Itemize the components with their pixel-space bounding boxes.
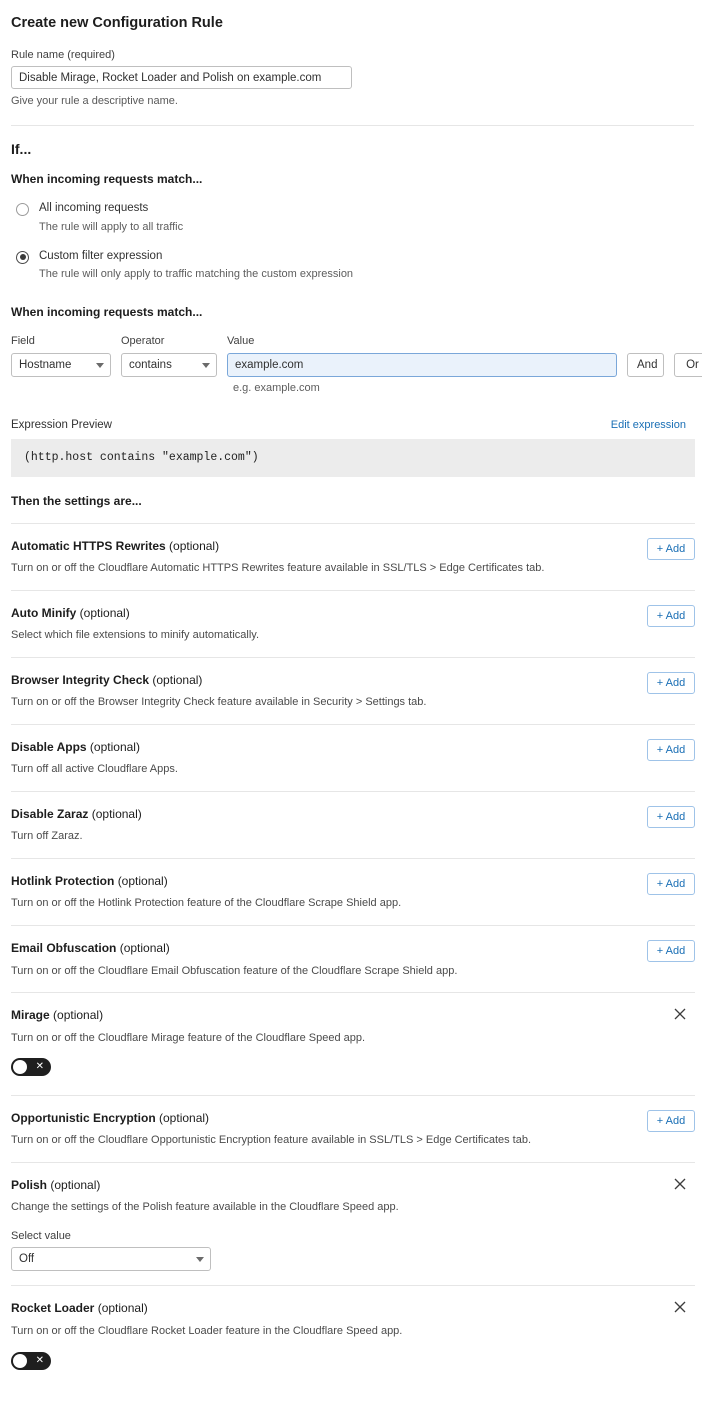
field-label: Field: [11, 335, 35, 348]
setting-name: Browser Integrity Check: [11, 673, 150, 688]
add-button[interactable]: + Add: [647, 739, 695, 761]
setting-opportunistic-encryption: [11, 1095, 695, 1148]
setting-description: Turn on or off the Cloudflare Opportunistic Encryption feature available in SSL/TLS > Edge Certificates tab.: [11, 1133, 532, 1146]
field-column: [11, 334, 111, 377]
value-input[interactable]: [227, 353, 617, 377]
value-column: [227, 334, 617, 377]
setting-automatic-https-rewrites: [11, 523, 695, 576]
radio-label: All incoming requests: [39, 202, 149, 215]
value-label: Value: [227, 335, 255, 348]
operator-select[interactable]: [121, 353, 217, 377]
radio-label: Custom filter expression: [39, 249, 163, 262]
value-helper-text: e.g. example.com: [233, 382, 320, 395]
setting-name: Opportunistic Encryption: [11, 1110, 156, 1125]
if-section-subheading: When incoming requests match...: [11, 172, 203, 187]
setting-optional-tag: (optional): [89, 740, 140, 755]
and-button[interactable]: And: [627, 353, 664, 377]
setting-browser-integrity-check: [11, 657, 695, 710]
setting-polish: [11, 1162, 695, 1272]
toggle-off-icon: ✕: [35, 1061, 44, 1073]
remove-button[interactable]: [673, 1175, 691, 1193]
radio-option-all-incoming-requests[interactable]: [11, 201, 694, 234]
if-section-heading: If...: [11, 141, 32, 158]
setting-description: Select which file extensions to minify automatically.: [11, 629, 260, 642]
toggle-off-icon: ✕: [35, 1354, 44, 1366]
rocket-loader-toggle[interactable]: [11, 1352, 51, 1370]
setting-disable-apps: [11, 724, 695, 777]
mirage-toggle[interactable]: [11, 1058, 51, 1076]
setting-optional-tag: (optional): [159, 1110, 210, 1125]
rule-name-helper: Give your rule a descriptive name.: [11, 95, 178, 108]
close-icon: [673, 1177, 687, 1191]
rule-name-input[interactable]: [11, 66, 352, 89]
setting-optional-tag: (optional): [97, 1301, 148, 1316]
setting-description: Turn off all active Cloudflare Apps.: [11, 763, 178, 776]
setting-description: Turn on or off the Browser Integrity Check feature available in Security > Settings tab.: [11, 696, 427, 709]
setting-rocket-loader: [11, 1285, 695, 1373]
close-icon: [673, 1300, 687, 1314]
radio-option-custom-filter-expression[interactable]: [11, 249, 694, 282]
field-select[interactable]: [11, 353, 111, 377]
setting-optional-tag: (optional): [53, 1008, 104, 1023]
setting-optional-tag: (optional): [91, 807, 142, 822]
setting-mirage: [11, 992, 695, 1080]
add-button[interactable]: + Add: [647, 806, 695, 828]
add-button[interactable]: + Add: [647, 538, 695, 560]
setting-description: Turn on or off the Cloudflare Email Obfuscation feature of the Cloudflare Scrape Shield app.: [11, 964, 458, 977]
setting-name: Automatic HTTPS Rewrites: [11, 539, 166, 554]
edit-expression-link[interactable]: Edit expression: [610, 418, 686, 431]
setting-name: Polish: [11, 1177, 48, 1192]
divider: [11, 125, 694, 126]
polish-select[interactable]: [11, 1247, 211, 1271]
polish-select-label: Select value: [11, 1229, 71, 1242]
rule-name-label: Rule name (required): [11, 48, 115, 61]
setting-description: Turn on or off the Cloudflare Automatic HTTPS Rewrites feature available in SSL/TLS > Edge Certificates tab.: [11, 562, 545, 575]
toggle-knob: [13, 1354, 27, 1368]
setting-name: Rocket Loader: [11, 1301, 95, 1316]
setting-name: Email Obfuscation: [11, 941, 117, 956]
add-button[interactable]: + Add: [647, 672, 695, 694]
setting-name: Disable Zaraz: [11, 807, 89, 822]
setting-name: Mirage: [11, 1008, 50, 1023]
remove-button[interactable]: [673, 1005, 691, 1023]
setting-description: Turn off Zaraz.: [11, 830, 83, 843]
add-button[interactable]: + Add: [647, 940, 695, 962]
add-button[interactable]: + Add: [647, 1110, 695, 1132]
setting-disable-zaraz: [11, 791, 695, 844]
expression-preview-label: Expression Preview: [11, 418, 112, 431]
close-icon: [673, 1007, 687, 1021]
setting-optional-tag: (optional): [79, 606, 130, 621]
setting-auto-minify: [11, 590, 695, 643]
setting-description: Turn on or off the Cloudflare Rocket Loader feature in the Cloudflare Speed app.: [11, 1324, 403, 1337]
then-settings-heading: Then the settings are...: [11, 493, 142, 508]
setting-name: Auto Minify: [11, 606, 77, 621]
setting-optional-tag: (optional): [117, 874, 168, 889]
setting-optional-tag: (optional): [50, 1177, 101, 1192]
radio-description: The rule will apply to all traffic: [39, 220, 184, 233]
setting-email-obfuscation: [11, 925, 695, 978]
setting-optional-tag: (optional): [169, 539, 220, 554]
add-button[interactable]: + Add: [647, 873, 695, 895]
setting-optional-tag: (optional): [119, 941, 170, 956]
expression-preview-header: [11, 418, 694, 434]
operator-column: [121, 334, 217, 377]
setting-description: Turn on or off the Hotlink Protection feature of the Cloudflare Scrape Shield app.: [11, 897, 402, 910]
setting-optional-tag: (optional): [152, 673, 203, 688]
or-button[interactable]: Or: [674, 353, 702, 377]
operator-label: Operator: [121, 335, 165, 348]
expression-preview-box: (http.host contains "example.com"): [11, 439, 695, 477]
setting-description: Change the settings of the Polish feature available in the Cloudflare Speed app.: [11, 1200, 399, 1213]
rule-name-group: [11, 48, 694, 110]
add-button[interactable]: + Add: [647, 605, 695, 627]
remove-button[interactable]: [673, 1298, 691, 1316]
filter-heading: When incoming requests match...: [11, 305, 203, 320]
setting-description: Turn on or off the Cloudflare Mirage feature of the Cloudflare Speed app.: [11, 1031, 366, 1044]
page-title: Create new Configuration Rule: [11, 15, 223, 31]
toggle-knob: [13, 1060, 27, 1074]
setting-hotlink-protection: [11, 858, 695, 911]
radio-indicator[interactable]: [16, 203, 29, 216]
radio-indicator[interactable]: [16, 251, 29, 264]
setting-name: Disable Apps: [11, 740, 87, 755]
filter-row: [11, 334, 699, 377]
setting-name: Hotlink Protection: [11, 874, 115, 889]
radio-description: The rule will only apply to traffic matching the custom expression: [39, 268, 354, 281]
